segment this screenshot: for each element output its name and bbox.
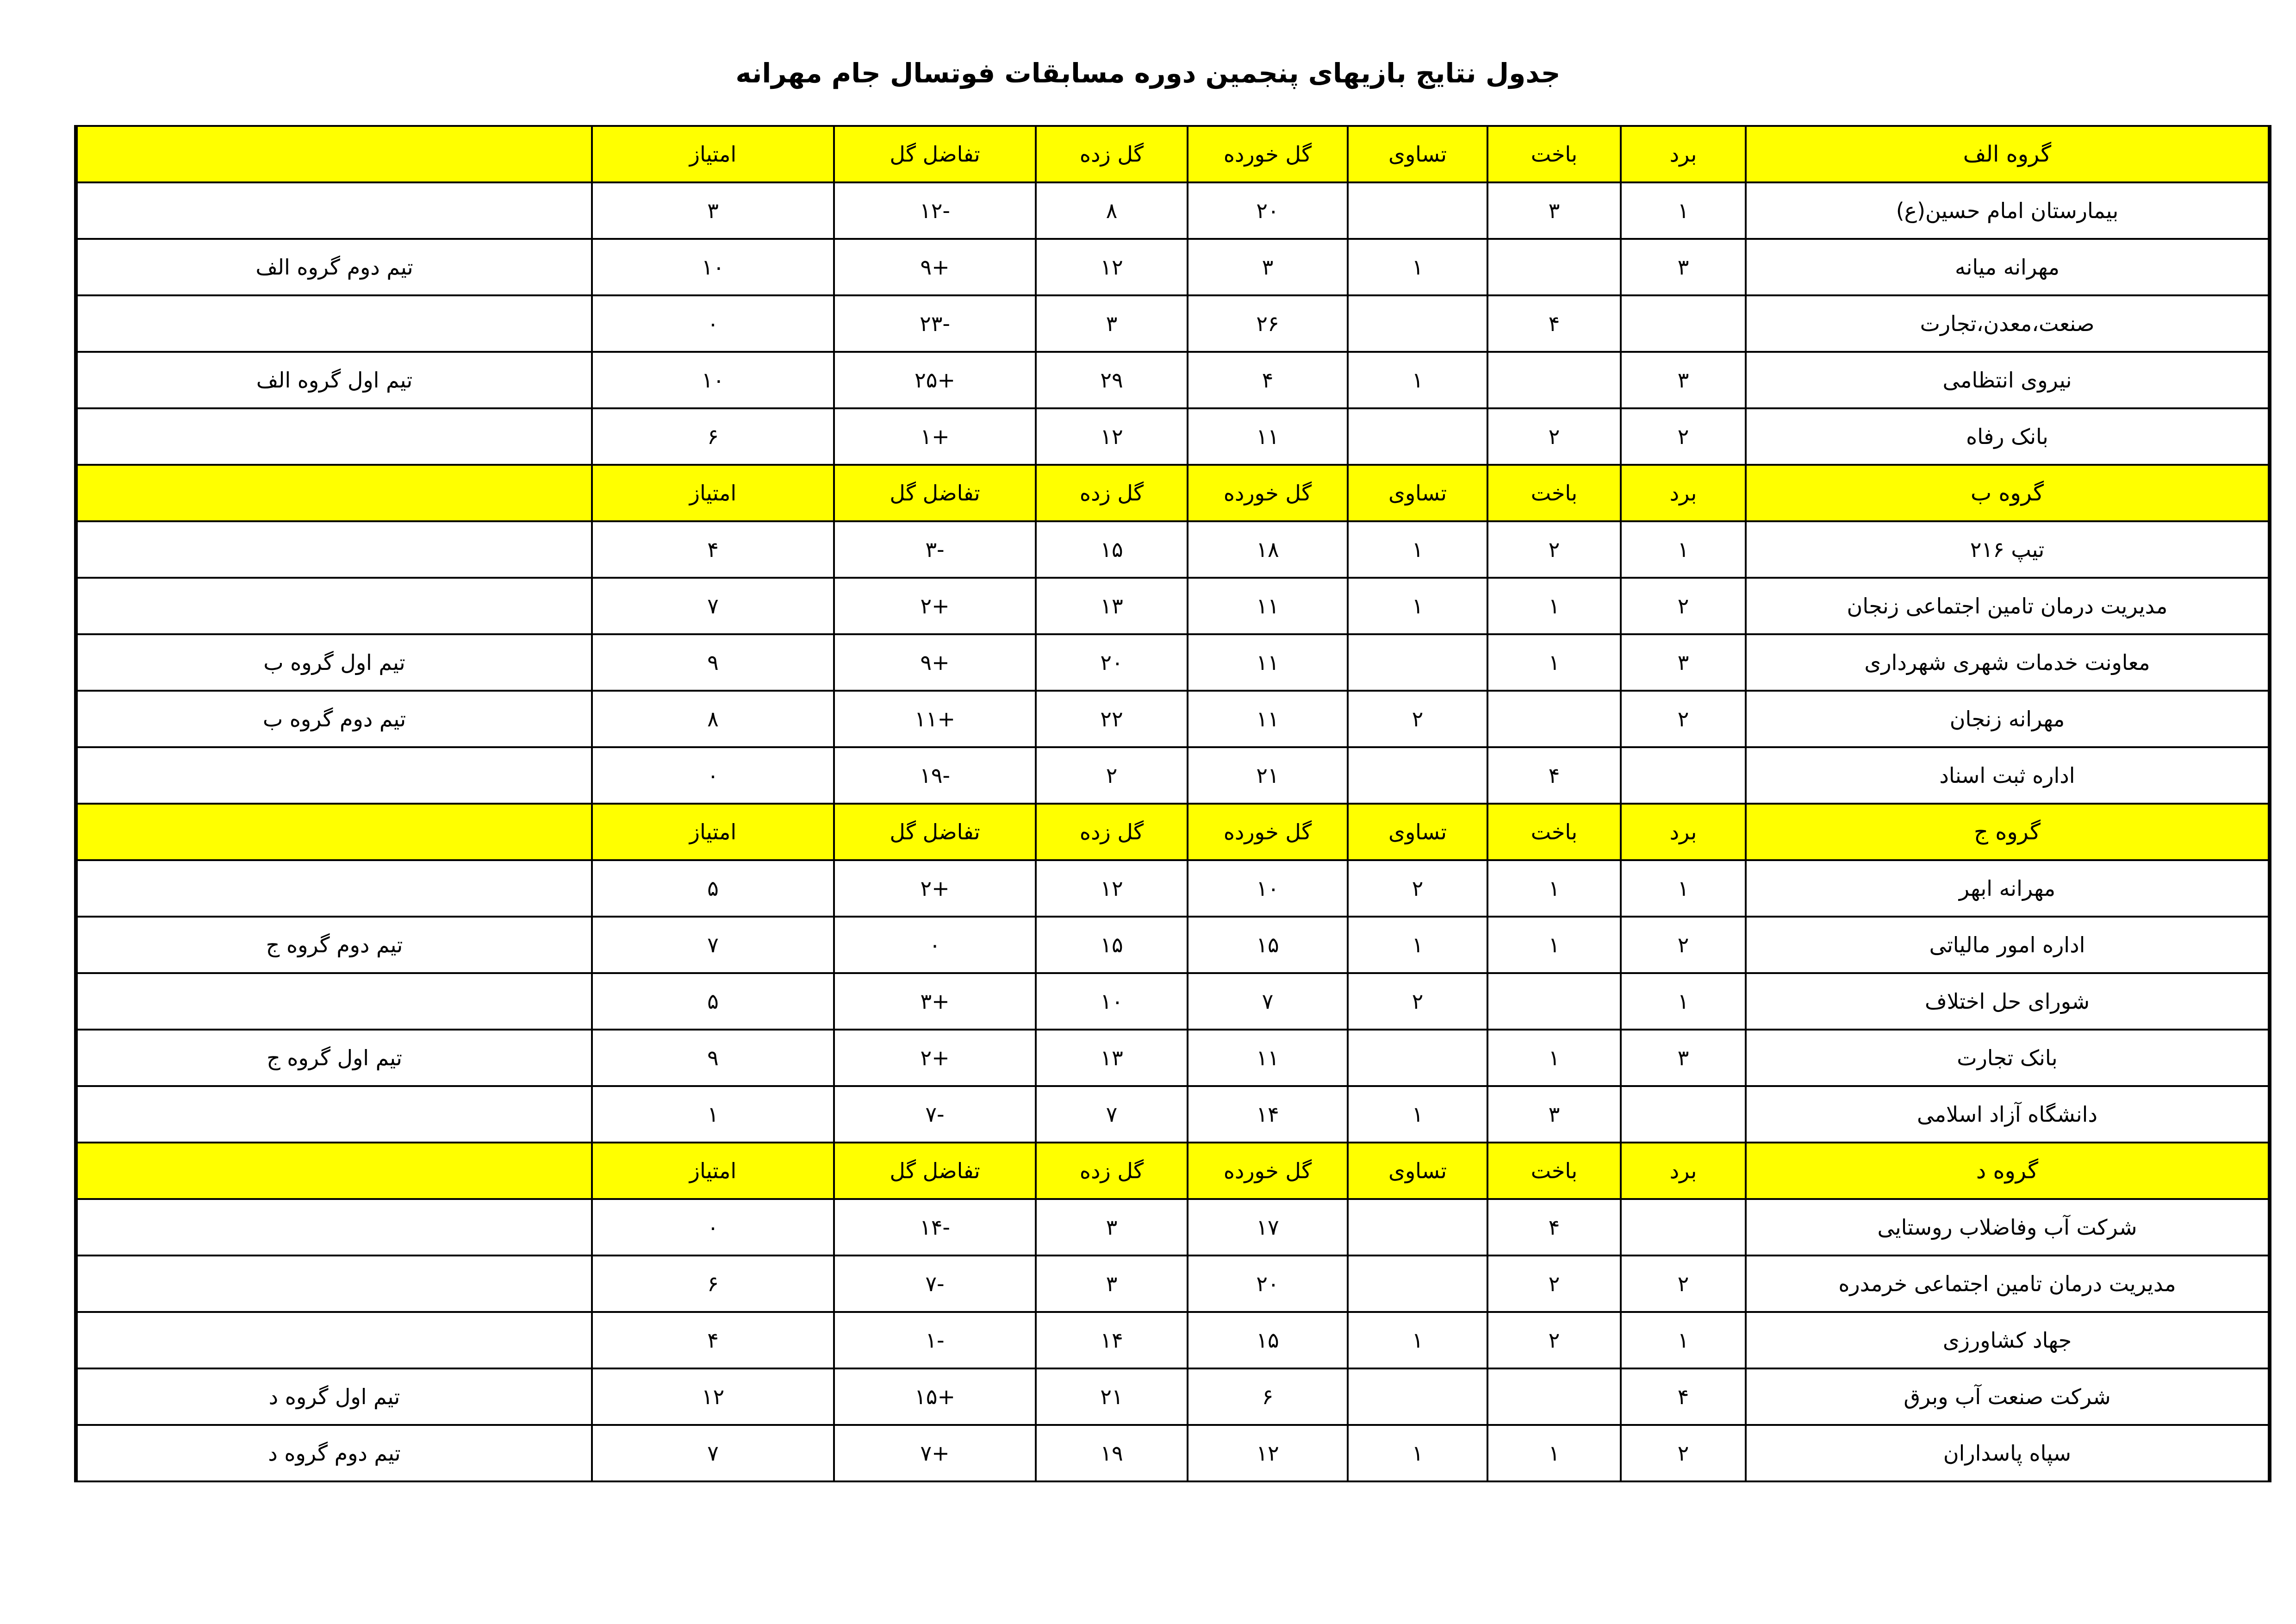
goal-difference-cell: -۱۴ [834,1199,1036,1255]
table-row [76,973,2270,1030]
loss-cell: ۴ [1487,295,1621,352]
goals-scored-cell: ۲ [1036,747,1188,804]
team-name: مهرانه میانه [1746,239,2270,295]
table-row [76,352,2270,408]
points-cell: ۱۲ [592,1368,834,1425]
header-loss: باخت [1487,465,1621,521]
table-row [76,578,2270,634]
win-cell: ۱ [1621,973,1746,1030]
draw-cell [1348,1368,1487,1425]
team-note [76,747,592,804]
goals-scored-cell: ۱۳ [1036,1030,1188,1086]
loss-cell: ۱ [1487,1030,1621,1086]
loss-cell: ۱ [1487,634,1621,691]
goal-difference-cell: +۲ [834,860,1036,917]
goals-scored-cell: ۱۴ [1036,1312,1188,1368]
team-name: بیمارستان امام حسین(ع) [1746,182,2270,239]
goals-conceded-cell: ۶ [1188,1368,1348,1425]
draw-cell: ۲ [1348,691,1487,747]
team-note [76,860,592,917]
goals-conceded-cell: ۱۵ [1188,917,1348,973]
header-note [76,126,592,182]
header-win: برد [1621,1143,1746,1199]
points-cell: ۹ [592,1030,834,1086]
points-cell: ۸ [592,691,834,747]
goals-conceded-cell: ۱۲ [1188,1425,1348,1481]
win-cell: ۲ [1621,408,1746,465]
goals-conceded-cell: ۲۶ [1188,295,1348,352]
team-name: بانک رفاه [1746,408,2270,465]
team-note [76,1086,592,1143]
win-cell: ۳ [1621,239,1746,295]
goals-scored-cell: ۱۲ [1036,408,1188,465]
group-name: گروه د [1746,1143,2270,1199]
table-row [76,1199,2270,1255]
draw-cell [1348,634,1487,691]
table-row [76,634,2270,691]
group-name: گروه ب [1746,465,2270,521]
group-header-row [76,804,2270,860]
header-note [76,804,592,860]
header-draw: تساوی [1348,126,1487,182]
draw-cell [1348,182,1487,239]
goal-difference-cell: -۲۳ [834,295,1036,352]
header-goals-scored: گل زده [1036,126,1188,182]
goal-difference-cell: -۷ [834,1255,1036,1312]
header-goals-conceded: گل خورده [1188,1143,1348,1199]
loss-cell [1487,1368,1621,1425]
goals-scored-cell: ۱۰ [1036,973,1188,1030]
win-cell: ۱ [1621,860,1746,917]
goal-difference-cell: -۱ [834,1312,1036,1368]
team-note [76,1199,592,1255]
team-name: جهاد کشاورزی [1746,1312,2270,1368]
goals-scored-cell: ۳ [1036,295,1188,352]
points-cell: ۷ [592,1425,834,1481]
win-cell: ۴ [1621,1368,1746,1425]
team-note [76,408,592,465]
draw-cell: ۱ [1348,1312,1487,1368]
goals-conceded-cell: ۱۸ [1188,521,1348,578]
goal-difference-cell: -۳ [834,521,1036,578]
win-cell [1621,1199,1746,1255]
draw-cell: ۱ [1348,1086,1487,1143]
table-row [76,1086,2270,1143]
goals-scored-cell: ۱۲ [1036,860,1188,917]
team-name: بانک تجارت [1746,1030,2270,1086]
results-table-body [76,126,2270,1481]
points-cell: ۶ [592,1255,834,1312]
draw-cell: ۲ [1348,973,1487,1030]
loss-cell: ۳ [1487,1086,1621,1143]
loss-cell: ۱ [1487,860,1621,917]
points-cell: ۴ [592,521,834,578]
group-header-row [76,465,2270,521]
points-cell: ۶ [592,408,834,465]
team-note: تیم دوم گروه الف [76,239,592,295]
goals-scored-cell: ۲۹ [1036,352,1188,408]
goals-conceded-cell: ۴ [1188,352,1348,408]
loss-cell: ۱ [1487,578,1621,634]
points-cell: ۰ [592,1199,834,1255]
goal-difference-cell: +۱ [834,408,1036,465]
win-cell: ۲ [1621,917,1746,973]
points-cell: ۵ [592,860,834,917]
team-note [76,1312,592,1368]
team-name: شورای حل اختلاف [1746,973,2270,1030]
loss-cell: ۲ [1487,1312,1621,1368]
loss-cell: ۲ [1487,408,1621,465]
header-draw: تساوی [1348,465,1487,521]
goal-difference-cell: +۱۵ [834,1368,1036,1425]
draw-cell: ۱ [1348,578,1487,634]
table-row [76,1368,2270,1425]
results-table [74,125,2271,1482]
win-cell: ۱ [1621,182,1746,239]
points-cell: ۴ [592,1312,834,1368]
group-name: گروه ج [1746,804,2270,860]
points-cell: ۷ [592,917,834,973]
goal-difference-cell: +۹ [834,634,1036,691]
header-goal-difference: تفاضل گل [834,126,1036,182]
goal-difference-cell: ۰ [834,917,1036,973]
points-cell: ۹ [592,634,834,691]
table-row [76,691,2270,747]
loss-cell [1487,239,1621,295]
goals-conceded-cell: ۳ [1188,239,1348,295]
header-goal-difference: تفاضل گل [834,804,1036,860]
table-row [76,182,2270,239]
goal-difference-cell: +۱۱ [834,691,1036,747]
team-name: صنعت،معدن،تجارت [1746,295,2270,352]
team-name: اداره امور مالیاتی [1746,917,2270,973]
goals-scored-cell: ۸ [1036,182,1188,239]
goal-difference-cell: -۷ [834,1086,1036,1143]
team-name: مدیریت درمان تامین اجتماعی خرمدره [1746,1255,2270,1312]
win-cell: ۳ [1621,634,1746,691]
team-name: سپاه پاسداران [1746,1425,2270,1481]
goal-difference-cell: -۱۹ [834,747,1036,804]
win-cell: ۲ [1621,578,1746,634]
draw-cell: ۱ [1348,521,1487,578]
team-name: شرکت صنعت آب وبرق [1746,1368,2270,1425]
loss-cell [1487,691,1621,747]
header-win: برد [1621,126,1746,182]
team-note [76,182,592,239]
header-draw: تساوی [1348,804,1487,860]
team-note [76,521,592,578]
draw-cell [1348,1030,1487,1086]
goals-conceded-cell: ۷ [1188,973,1348,1030]
goals-conceded-cell: ۲۰ [1188,1255,1348,1312]
page-title: جدول نتایج بازیهای پنجمین دوره مسابقات فوتسال جام مهرانه [735,57,1561,89]
table-row [76,917,2270,973]
points-cell: ۱۰ [592,352,834,408]
draw-cell: ۲ [1348,860,1487,917]
group-header-row [76,126,2270,182]
group-name: گروه الف [1746,126,2270,182]
draw-cell [1348,747,1487,804]
points-cell: ۰ [592,295,834,352]
goal-difference-cell: +۲ [834,578,1036,634]
goals-scored-cell: ۱۳ [1036,578,1188,634]
team-name: معاونت خدمات شهری شهرداری [1746,634,2270,691]
table-row [76,747,2270,804]
team-note: تیم دوم گروه ج [76,917,592,973]
header-goals-scored: گل زده [1036,804,1188,860]
goals-scored-cell: ۲۰ [1036,634,1188,691]
team-name: مهرانه ابهر [1746,860,2270,917]
group-header-row [76,1143,2270,1199]
goals-conceded-cell: ۱۱ [1188,691,1348,747]
table-row [76,239,2270,295]
goals-conceded-cell: ۱۷ [1188,1199,1348,1255]
goals-conceded-cell: ۱۰ [1188,860,1348,917]
team-note: تیم دوم گروه د [76,1425,592,1481]
goal-difference-cell: -۱۲ [834,182,1036,239]
header-note [76,1143,592,1199]
draw-cell [1348,408,1487,465]
points-cell: ۷ [592,578,834,634]
header-points: امتیاز [592,465,834,521]
table-row [76,408,2270,465]
loss-cell: ۲ [1487,521,1621,578]
points-cell: ۱ [592,1086,834,1143]
loss-cell [1487,973,1621,1030]
loss-cell: ۲ [1487,1255,1621,1312]
header-loss: باخت [1487,1143,1621,1199]
win-cell: ۲ [1621,1425,1746,1481]
header-draw: تساوی [1348,1143,1487,1199]
header-goals-conceded: گل خورده [1188,126,1348,182]
team-note [76,578,592,634]
team-name: تیپ ۲۱۶ [1746,521,2270,578]
points-cell: ۵ [592,973,834,1030]
header-points: امتیاز [592,126,834,182]
header-win: برد [1621,465,1746,521]
header-goal-difference: تفاضل گل [834,465,1036,521]
header-goals-conceded: گل خورده [1188,465,1348,521]
header-loss: باخت [1487,804,1621,860]
draw-cell: ۱ [1348,1425,1487,1481]
win-cell [1621,747,1746,804]
goal-difference-cell: +۲۵ [834,352,1036,408]
draw-cell: ۱ [1348,352,1487,408]
team-note [76,973,592,1030]
team-note: تیم اول گروه ج [76,1030,592,1086]
team-name: مدیریت درمان تامین اجتماعی زنجان [1746,578,2270,634]
team-name: دانشگاه آزاد اسلامی [1746,1086,2270,1143]
goals-scored-cell: ۷ [1036,1086,1188,1143]
loss-cell: ۱ [1487,917,1621,973]
draw-cell [1348,1255,1487,1312]
goal-difference-cell: +۳ [834,973,1036,1030]
win-cell: ۳ [1621,352,1746,408]
table-row [76,295,2270,352]
table-row [76,1255,2270,1312]
team-name: مهرانه زنجان [1746,691,2270,747]
win-cell: ۲ [1621,1255,1746,1312]
goals-conceded-cell: ۱۱ [1188,1030,1348,1086]
goals-conceded-cell: ۱۵ [1188,1312,1348,1368]
win-cell: ۱ [1621,1312,1746,1368]
goals-scored-cell: ۱۹ [1036,1425,1188,1481]
points-cell: ۰ [592,747,834,804]
goals-scored-cell: ۱۵ [1036,917,1188,973]
loss-cell: ۴ [1487,1199,1621,1255]
goals-conceded-cell: ۱۱ [1188,408,1348,465]
table-row [76,1030,2270,1086]
team-note: تیم دوم گروه ب [76,691,592,747]
team-name: شرکت آب وفاضلاب روستایی [1746,1199,2270,1255]
header-loss: باخت [1487,126,1621,182]
header-goals-scored: گل زده [1036,1143,1188,1199]
header-note [76,465,592,521]
team-name: اداره ثبت اسناد [1746,747,2270,804]
team-note [76,295,592,352]
team-note: تیم اول گروه د [76,1368,592,1425]
goals-scored-cell: ۳ [1036,1255,1188,1312]
header-win: برد [1621,804,1746,860]
loss-cell [1487,352,1621,408]
table-row [76,860,2270,917]
goals-conceded-cell: ۱۴ [1188,1086,1348,1143]
goals-conceded-cell: ۱۱ [1188,578,1348,634]
team-note: تیم اول گروه الف [76,352,592,408]
loss-cell: ۱ [1487,1425,1621,1481]
goals-conceded-cell: ۲۰ [1188,182,1348,239]
points-cell: ۳ [592,182,834,239]
table-row [76,1425,2270,1481]
goals-scored-cell: ۱۵ [1036,521,1188,578]
header-goal-difference: تفاضل گل [834,1143,1036,1199]
points-cell: ۱۰ [592,239,834,295]
goal-difference-cell: +۹ [834,239,1036,295]
win-cell [1621,295,1746,352]
header-points: امتیاز [592,1143,834,1199]
goals-scored-cell: ۲۱ [1036,1368,1188,1425]
loss-cell: ۴ [1487,747,1621,804]
draw-cell [1348,1199,1487,1255]
header-goals-scored: گل زده [1036,465,1188,521]
goals-scored-cell: ۳ [1036,1199,1188,1255]
team-note: تیم اول گروه ب [76,634,592,691]
goals-scored-cell: ۲۲ [1036,691,1188,747]
table-row [76,1312,2270,1368]
draw-cell [1348,295,1487,352]
table-row [76,521,2270,578]
goal-difference-cell: +۲ [834,1030,1036,1086]
goals-conceded-cell: ۲۱ [1188,747,1348,804]
win-cell: ۳ [1621,1030,1746,1086]
team-name: نیروی انتظامی [1746,352,2270,408]
win-cell: ۲ [1621,691,1746,747]
goal-difference-cell: +۷ [834,1425,1036,1481]
goals-conceded-cell: ۱۱ [1188,634,1348,691]
win-cell [1621,1086,1746,1143]
loss-cell: ۳ [1487,182,1621,239]
goals-scored-cell: ۱۲ [1036,239,1188,295]
header-points: امتیاز [592,804,834,860]
draw-cell: ۱ [1348,917,1487,973]
header-goals-conceded: گل خورده [1188,804,1348,860]
draw-cell: ۱ [1348,239,1487,295]
team-note [76,1255,592,1312]
win-cell: ۱ [1621,521,1746,578]
